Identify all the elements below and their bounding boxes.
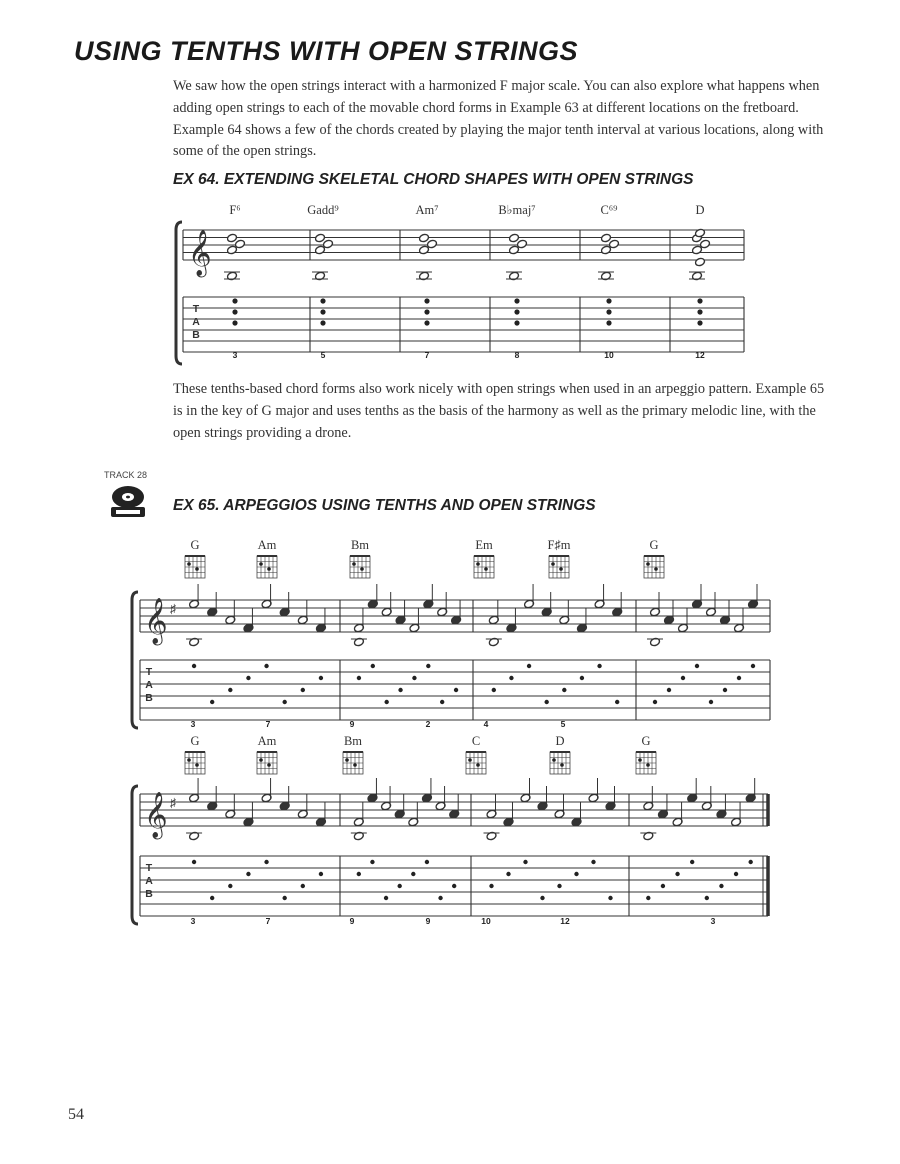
tab-fret-dot bbox=[562, 688, 566, 692]
arpeggio-paragraph: These tenths-based chord forms also work nicely with open strings when used in an arpeggio pattern. Example 65 is in the key of G major and uses tenths as the basis of the harmony as well as the primary melodic line, with the open strings providing a drone. bbox=[173, 381, 825, 441]
chord-symbol: Am bbox=[257, 734, 277, 748]
tab-fret-dot bbox=[751, 664, 755, 668]
tab-fret-dot bbox=[398, 688, 402, 692]
chord-symbol: Am bbox=[257, 538, 277, 552]
chord-grid-dot bbox=[267, 763, 271, 767]
chord-symbol: G bbox=[190, 734, 200, 748]
system-bracket bbox=[132, 786, 138, 924]
tab-fret-dot bbox=[319, 676, 323, 680]
tab-fret-dot bbox=[615, 700, 619, 704]
chord-grid-dot bbox=[195, 763, 199, 767]
tab-fret-dot bbox=[320, 309, 325, 314]
tab-fret-dot bbox=[228, 884, 232, 888]
note-head bbox=[601, 245, 612, 255]
bass-fret-number: 5 bbox=[560, 719, 566, 729]
tab-fret-dot bbox=[371, 664, 375, 668]
tab-fret-dot bbox=[606, 309, 611, 314]
tab-fret-dot bbox=[232, 298, 237, 303]
chord-grid-dot bbox=[552, 758, 556, 762]
tab-fret-dot bbox=[719, 884, 723, 888]
chord-symbol: Am⁷ bbox=[415, 203, 439, 217]
bass-fret-number: 9 bbox=[349, 916, 355, 926]
note-head bbox=[315, 233, 326, 243]
bass-fret-number: 7 bbox=[265, 719, 271, 729]
tab-clef-letter: B bbox=[145, 692, 153, 704]
tab-fret-dot bbox=[697, 320, 702, 325]
chord-grid-dot bbox=[187, 562, 191, 566]
note-head bbox=[419, 233, 430, 243]
chord-symbol: D bbox=[695, 203, 705, 217]
chord-grid-dot bbox=[259, 758, 263, 762]
tab-fret-dot bbox=[264, 860, 268, 864]
tab-fret-dot bbox=[506, 872, 510, 876]
bass-fret-number: 10 bbox=[604, 350, 614, 360]
tab-fret-dot bbox=[384, 896, 388, 900]
system-bracket bbox=[176, 222, 182, 364]
note-head bbox=[315, 245, 326, 255]
tab-fret-dot bbox=[697, 309, 702, 314]
tab-clef-letter: B bbox=[192, 329, 200, 341]
tab-fret-dot bbox=[452, 884, 456, 888]
bass-fret-number: 3 bbox=[190, 719, 196, 729]
bass-fret-number: 10 bbox=[481, 916, 491, 926]
tab-fret-dot bbox=[675, 872, 679, 876]
tab-fret-dot bbox=[737, 676, 741, 680]
tab-fret-dot bbox=[557, 884, 561, 888]
key-signature-sharp: ♯ bbox=[169, 796, 177, 810]
chord-grid-dot bbox=[638, 758, 642, 762]
chord-symbol: G bbox=[641, 734, 651, 748]
key-signature-sharp: ♯ bbox=[169, 602, 177, 616]
tab-fret-dot bbox=[709, 700, 713, 704]
tab-fret-dot bbox=[210, 896, 214, 900]
tab-clef-letter: A bbox=[145, 875, 153, 887]
note-head bbox=[227, 245, 238, 255]
bass-fret-number: 4 bbox=[483, 719, 489, 729]
tab-fret-dot bbox=[653, 700, 657, 704]
bass-fret-number: 3 bbox=[190, 916, 196, 926]
tab-fret-dot bbox=[228, 688, 232, 692]
chord-grid-dot bbox=[476, 562, 480, 566]
chord-grid-dot bbox=[352, 562, 356, 566]
tab-fret-dot bbox=[438, 896, 442, 900]
tab-fret-dot bbox=[440, 700, 444, 704]
tab-fret-dot bbox=[411, 872, 415, 876]
treble-clef: 𝄞 bbox=[188, 230, 212, 276]
chord-symbol: F♯m bbox=[547, 538, 571, 552]
ex65-heading: EX 65. ARPEGGIOS USING TENTHS AND OPEN STRINGS bbox=[173, 497, 596, 514]
tab-fret-dot bbox=[192, 664, 196, 668]
tab-fret-dot bbox=[695, 664, 699, 668]
bass-fret-number: 7 bbox=[265, 916, 271, 926]
tab-fret-dot bbox=[523, 860, 527, 864]
tab-fret-dot bbox=[425, 860, 429, 864]
tab-fret-dot bbox=[320, 320, 325, 325]
chord-grid-dot bbox=[476, 763, 480, 767]
tab-fret-dot bbox=[580, 676, 584, 680]
note-head bbox=[695, 257, 706, 267]
chord-grid-dot bbox=[468, 758, 472, 762]
tab-fret-dot bbox=[320, 298, 325, 303]
tab-fret-dot bbox=[232, 309, 237, 314]
bass-fret-number: 5 bbox=[320, 350, 326, 360]
tab-fret-dot bbox=[661, 884, 665, 888]
bass-fret-number: 2 bbox=[425, 719, 431, 729]
treble-clef: 𝄞 bbox=[144, 598, 168, 644]
tab-fret-dot bbox=[591, 860, 595, 864]
chord-symbol: G bbox=[649, 538, 659, 552]
tab-fret-dot bbox=[734, 872, 738, 876]
bass-fret-number: 12 bbox=[695, 350, 705, 360]
tab-fret-dot bbox=[357, 676, 361, 680]
chord-grid-dot bbox=[353, 763, 357, 767]
bass-fret-number: 9 bbox=[425, 916, 431, 926]
tab-fret-dot bbox=[681, 676, 685, 680]
page-title: USING TENTHS WITH OPEN STRINGS bbox=[74, 36, 579, 66]
tab-fret-dot bbox=[210, 700, 214, 704]
tab-clef-letter: T bbox=[192, 303, 200, 315]
tab-fret-dot bbox=[608, 896, 612, 900]
tab-fret-dot bbox=[424, 298, 429, 303]
tab-clef-letter: B bbox=[145, 888, 153, 900]
tab-fret-dot bbox=[723, 688, 727, 692]
tab-fret-dot bbox=[514, 320, 519, 325]
tab-fret-dot bbox=[697, 298, 702, 303]
tab-fret-dot bbox=[489, 884, 493, 888]
ex64-heading: EX 64. EXTENDING SKELETAL CHORD SHAPES WITH OPEN STRINGS bbox=[173, 171, 694, 188]
chord-grid-dot bbox=[559, 567, 563, 571]
chord-symbol: G bbox=[190, 538, 200, 552]
chord-grid-dot bbox=[484, 567, 488, 571]
chord-grid-dot bbox=[654, 567, 658, 571]
tab-fret-dot bbox=[282, 700, 286, 704]
tab-fret-dot bbox=[370, 860, 374, 864]
tab-fret-dot bbox=[424, 320, 429, 325]
chord-symbol: C⁶⁹ bbox=[600, 203, 618, 217]
tab-fret-dot bbox=[232, 320, 237, 325]
note-head bbox=[692, 245, 703, 255]
tab-fret-dot bbox=[540, 896, 544, 900]
chord-grid-dot bbox=[195, 567, 199, 571]
chord-grid-dot bbox=[187, 758, 191, 762]
bass-fret-number: 9 bbox=[349, 719, 355, 729]
tab-fret-dot bbox=[705, 896, 709, 900]
intro-paragraph: We saw how the open strings interact with a harmonized F major scale. You can also explore what happens when adding open strings to each of the movable chord forms in Example 63 at different locations on the fretboard. Example 64 shows a few of the chords created by playing the major tenth interval at various locations, along with some of the open strings. bbox=[173, 78, 824, 160]
bass-fret-number: 3 bbox=[232, 350, 238, 360]
chord-symbol: D bbox=[555, 734, 565, 748]
bass-fret-number: 8 bbox=[514, 350, 520, 360]
tab-fret-dot bbox=[690, 860, 694, 864]
tab-fret-dot bbox=[424, 309, 429, 314]
tab-clef-letter: A bbox=[192, 316, 200, 328]
chord-symbol: F⁶ bbox=[229, 203, 241, 217]
tab-fret-dot bbox=[492, 688, 496, 692]
treble-clef: 𝄞 bbox=[144, 792, 168, 838]
note-head bbox=[509, 245, 520, 255]
tab-fret-dot bbox=[544, 700, 548, 704]
chord-grid-dot bbox=[646, 562, 650, 566]
tab-fret-dot bbox=[514, 298, 519, 303]
tab-fret-dot bbox=[509, 676, 513, 680]
tab-fret-dot bbox=[606, 298, 611, 303]
tab-clef-letter: A bbox=[145, 679, 153, 691]
tab-fret-dot bbox=[412, 676, 416, 680]
note-head bbox=[419, 245, 430, 255]
tab-clef-letter: T bbox=[145, 666, 153, 678]
tab-fret-dot bbox=[426, 664, 430, 668]
tab-fret-dot bbox=[384, 700, 388, 704]
bass-fret-number: 7 bbox=[424, 350, 430, 360]
page-number: 54 bbox=[68, 1106, 84, 1123]
note-head bbox=[601, 233, 612, 243]
tab-fret-dot bbox=[264, 664, 268, 668]
tab-fret-dot bbox=[397, 884, 401, 888]
track-label: TRACK 28 bbox=[104, 470, 148, 480]
tab-clef-letter: T bbox=[145, 862, 153, 874]
chord-grid-dot bbox=[560, 763, 564, 767]
chord-symbol: B♭maj⁷ bbox=[498, 203, 536, 217]
bass-fret-number: 3 bbox=[710, 916, 716, 926]
note-head bbox=[509, 233, 520, 243]
chord-grid-dot bbox=[646, 763, 650, 767]
system-bracket bbox=[132, 592, 138, 728]
chord-grid-dot bbox=[267, 567, 271, 571]
chord-symbol: C bbox=[471, 734, 481, 748]
tab-fret-dot bbox=[246, 872, 250, 876]
chord-symbol: Bm bbox=[350, 538, 370, 552]
tab-fret-dot bbox=[597, 664, 601, 668]
tab-fret-dot bbox=[646, 896, 650, 900]
chord-grid-dot bbox=[551, 562, 555, 566]
note-head bbox=[227, 233, 238, 243]
tab-fret-dot bbox=[454, 688, 458, 692]
tab-fret-dot bbox=[319, 872, 323, 876]
tab-fret-dot bbox=[667, 688, 671, 692]
chord-grid-dot bbox=[360, 567, 364, 571]
tab-fret-dot bbox=[574, 872, 578, 876]
chord-grid-dot bbox=[259, 562, 263, 566]
bass-fret-number: 12 bbox=[560, 916, 570, 926]
tab-fret-dot bbox=[357, 872, 361, 876]
tab-fret-dot bbox=[527, 664, 531, 668]
tab-fret-dot bbox=[301, 688, 305, 692]
chord-symbol: Gadd⁹ bbox=[307, 203, 339, 217]
tab-fret-dot bbox=[514, 309, 519, 314]
tab-fret-dot bbox=[246, 676, 250, 680]
tab-fret-dot bbox=[301, 884, 305, 888]
tab-fret-dot bbox=[606, 320, 611, 325]
tab-fret-dot bbox=[282, 896, 286, 900]
tab-fret-dot bbox=[192, 860, 196, 864]
tab-fret-dot bbox=[748, 860, 752, 864]
chord-grid-dot bbox=[345, 758, 349, 762]
chord-symbol: Em bbox=[475, 538, 493, 552]
chord-symbol: Bm bbox=[343, 734, 363, 748]
